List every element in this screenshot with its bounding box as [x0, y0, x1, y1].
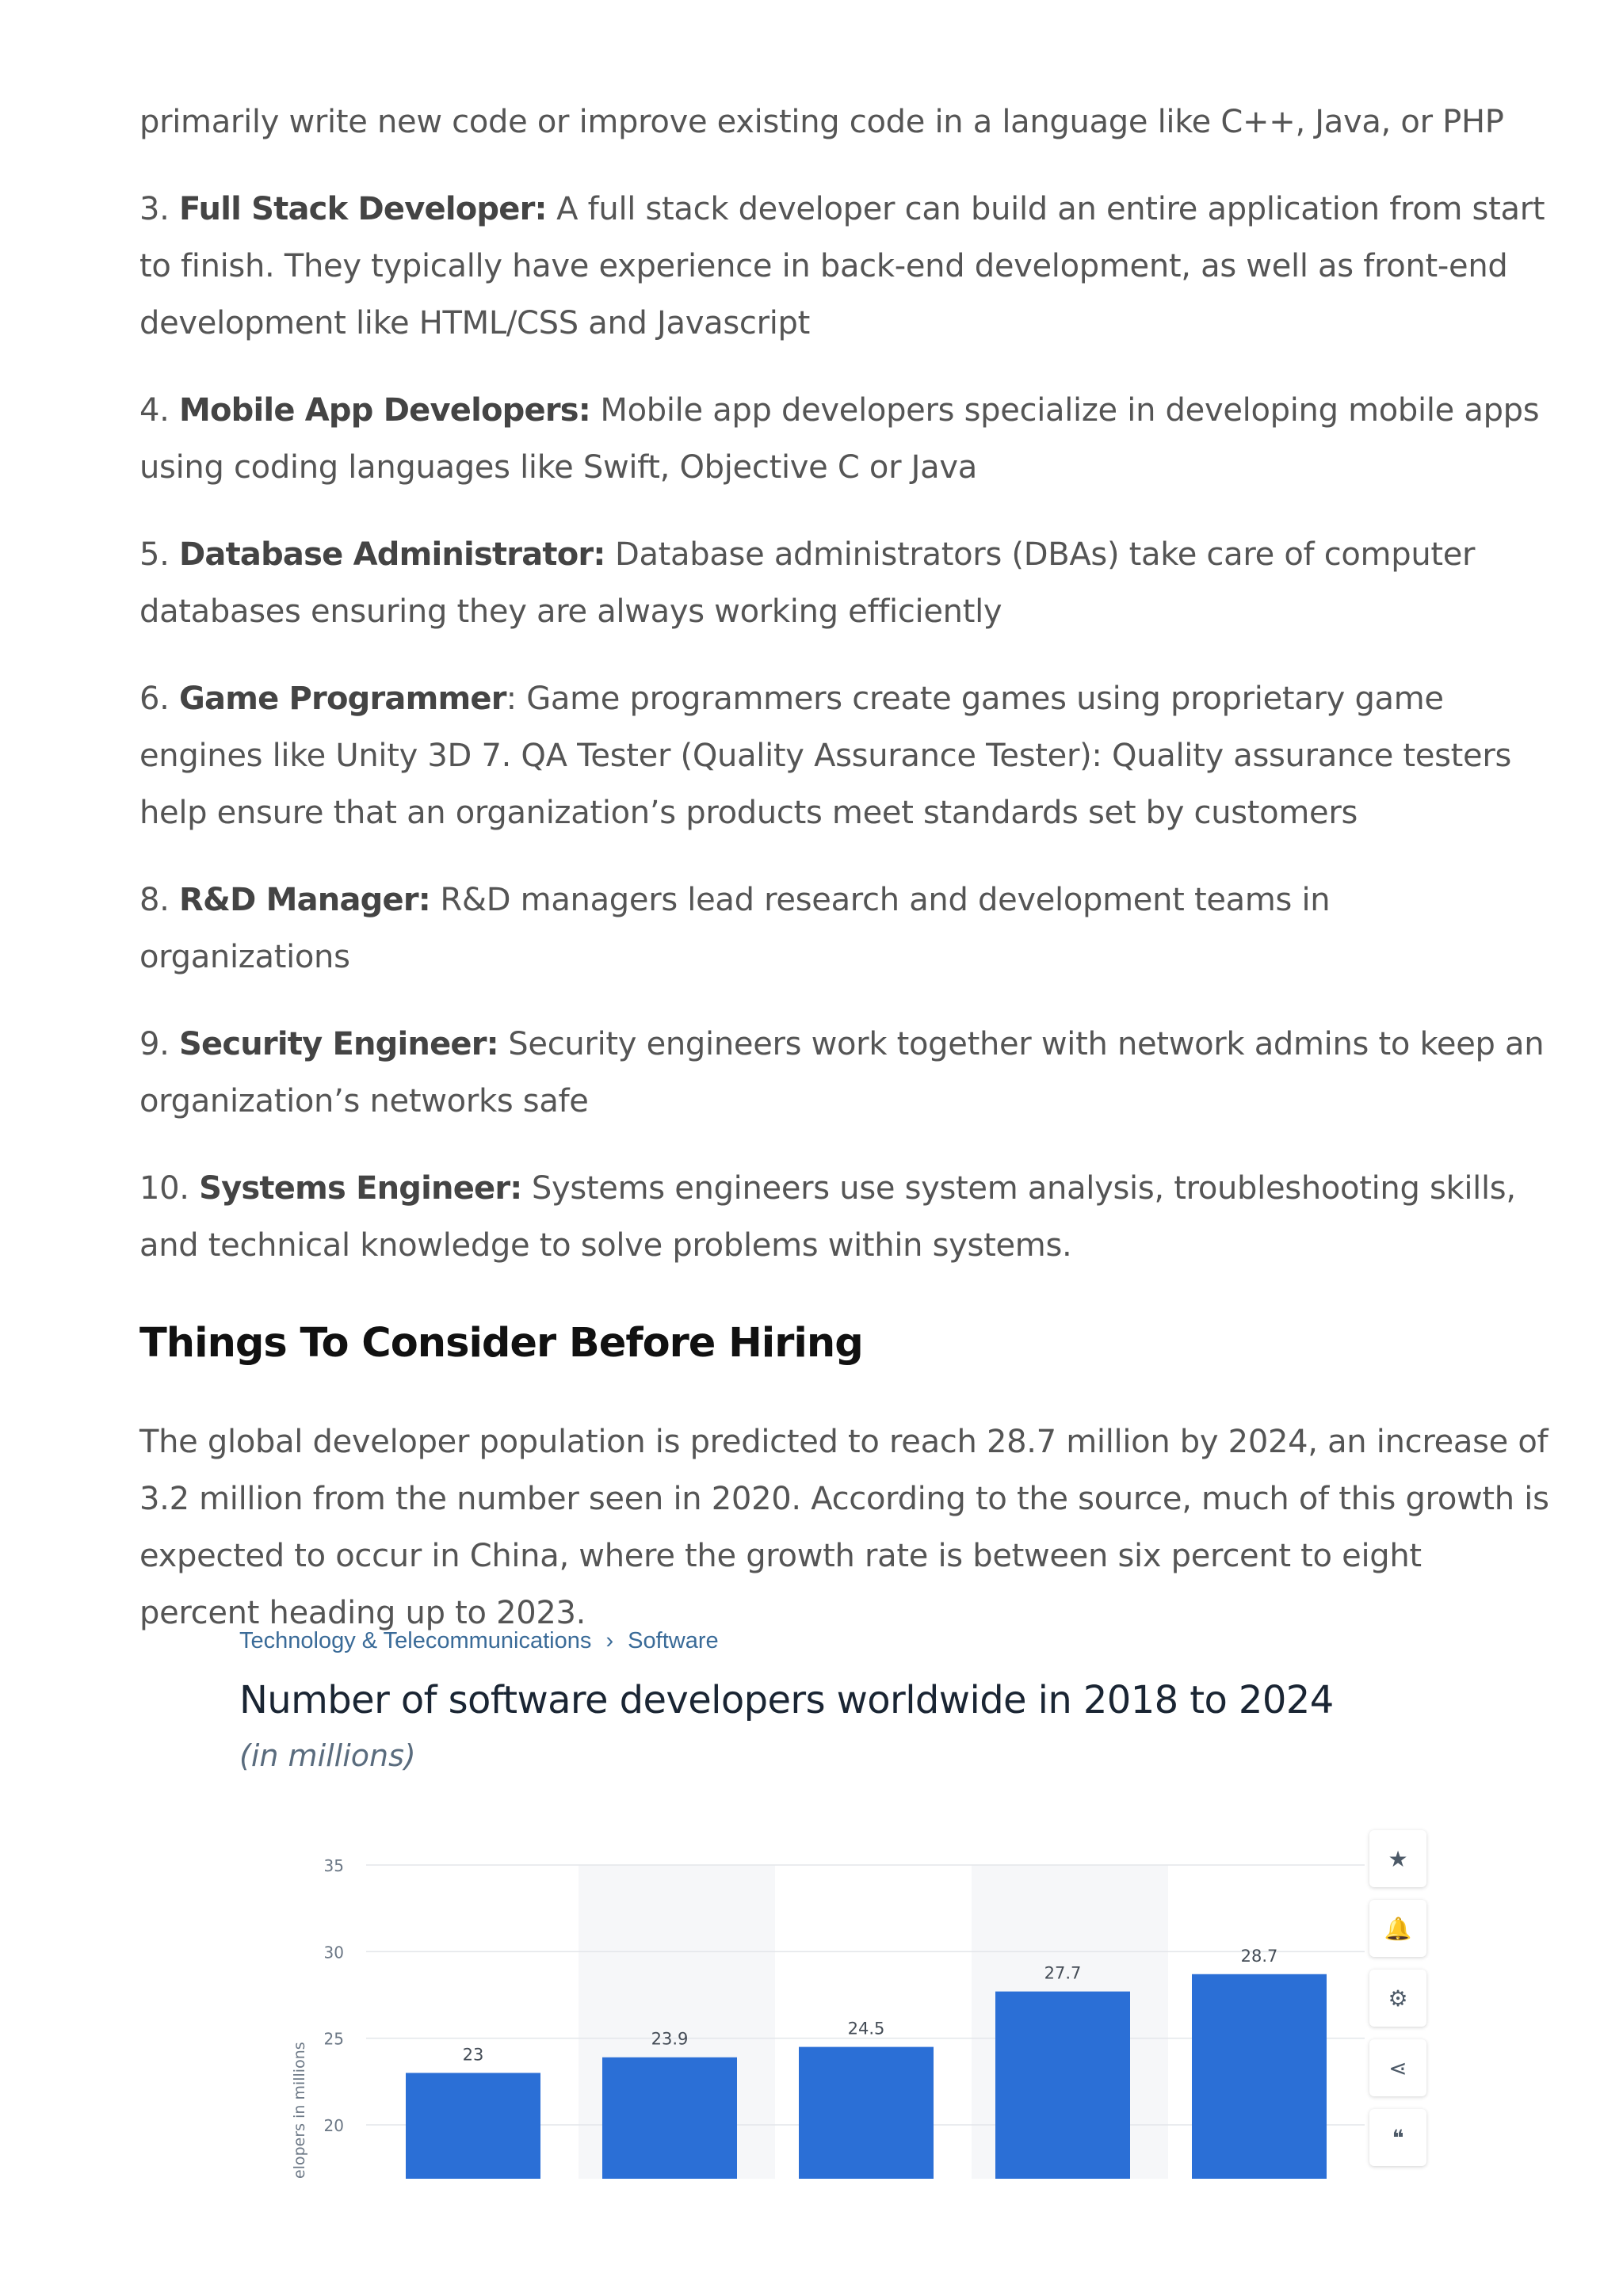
- bar: [995, 1992, 1130, 2179]
- bar: [1192, 1974, 1327, 2179]
- data-label: 23: [462, 2045, 484, 2065]
- chart-embed: [239, 1624, 1444, 2179]
- chart-area: [239, 1806, 1444, 2179]
- bar: [602, 2058, 737, 2179]
- chart-toolbar: [1369, 1830, 1426, 2179]
- list-item: [139, 382, 1550, 496]
- list-item: [139, 871, 1550, 986]
- section-heading: Things To Consider Before Hiring: [139, 1320, 863, 1367]
- breadcrumb-item-software[interactable]: Software: [628, 1628, 719, 1653]
- list-item: primarily write new code or improve existing code in a language like C++, Java, or PHP: [139, 104, 1504, 140]
- bar-chart: [239, 1806, 1444, 2179]
- list-item-title: R&D Manager:: [178, 882, 430, 918]
- body-paragraph: The global developer population is predicted to reach 28.7 million by 2024, an increase of 3.2 million from the number seen in 2020. According to the source, much of this growth is expected to occur in China, where the growth rate is between six percent to eight percent heading up to 2023.: [139, 1424, 1549, 1631]
- y-tick-label: 25: [323, 2029, 344, 2049]
- star-icon: ★: [1388, 1845, 1408, 1872]
- y-tick-label: 20: [323, 2116, 344, 2135]
- bell-icon: 🔔: [1384, 1915, 1412, 1942]
- list-item-description: A full stack developer can build an entire application from start to finish. They typically have experience in back-end development, as well as front-end development like HTML/CSS and Javascript: [139, 191, 1545, 341]
- list-item: [139, 670, 1550, 841]
- data-label: 24.5: [847, 2019, 885, 2039]
- bar: [799, 2047, 934, 2179]
- data-label: 23.9: [651, 2029, 689, 2049]
- list-item-description: : Game programmers create games using proprietary game engines like Unity 3D 7. QA Tester (Quality Assurance Tester): Quality assurance testers help ensure that an organization’s products meet standards set by customers: [139, 681, 1512, 831]
- list-item-number: 5.: [139, 536, 179, 573]
- share-button[interactable]: [1369, 2039, 1426, 2096]
- list-item-number: 8.: [139, 882, 179, 918]
- list-item-description: Mobile app developers specialize in developing mobile apps using coding languages like Swift, Objective C or Java: [139, 392, 1540, 486]
- list-item-title: Database Administrator:: [178, 536, 605, 573]
- quote-button[interactable]: [1369, 2109, 1426, 2166]
- article-body: [139, 93, 1550, 1672]
- list-item-title: Game Programmer: [178, 681, 506, 717]
- data-label: 28.7: [1240, 1946, 1278, 1966]
- list-item-number: 3.: [139, 191, 179, 227]
- list-item-description: Systems engineers use system analysis, troubleshooting skills, and technical knowledge to solve problems within systems.: [139, 1170, 1516, 1264]
- bar: [406, 2073, 540, 2179]
- share-icon: ⋖: [1388, 2054, 1407, 2081]
- breadcrumb: [239, 1624, 1444, 1657]
- chart-subtitle: (in millions): [239, 1738, 416, 1773]
- breadcrumb-item-technology[interactable]: Technology & Telecommunications: [239, 1628, 592, 1653]
- list-item-number: 10.: [139, 1170, 200, 1207]
- y-tick-label: 30: [323, 1943, 344, 1962]
- y-axis-label: elopers in millions: [291, 2042, 308, 2179]
- quote-icon: ❝: [1392, 2124, 1404, 2151]
- list-item-title: Full Stack Developer:: [178, 191, 547, 227]
- list-item-description: R&D managers lead research and development teams in organizations: [139, 882, 1331, 975]
- list-item: [139, 526, 1550, 640]
- chart-title: Number of software developers worldwide in 2018 to 2024: [239, 1678, 1334, 1722]
- y-tick-label: 35: [323, 1856, 344, 1875]
- list-item-description: Database administrators (DBAs) take care of computer databases ensuring they are always working efficiently: [139, 536, 1476, 630]
- data-label: 27.7: [1044, 1963, 1082, 1983]
- gear-button[interactable]: [1369, 1970, 1426, 2027]
- bell-button[interactable]: [1369, 1900, 1426, 1957]
- list-item-title: Mobile App Developers:: [178, 392, 590, 429]
- star-button[interactable]: [1369, 1830, 1426, 1887]
- list-item-number: 9.: [139, 1026, 179, 1062]
- breadcrumb-separator: ›: [605, 1628, 614, 1653]
- list-item-title: Systems Engineer:: [199, 1170, 522, 1207]
- list-item: [139, 1160, 1550, 1274]
- list-item: [139, 181, 1550, 352]
- list-item-number: 4.: [139, 392, 179, 429]
- list-item-number: 6.: [139, 681, 179, 717]
- gear-icon: ⚙: [1388, 1985, 1408, 2012]
- list-item: [139, 1016, 1550, 1130]
- list-item-description: Security engineers work together with network admins to keep an organization’s networks safe: [139, 1026, 1545, 1119]
- list-item-title: Security Engineer:: [178, 1026, 498, 1062]
